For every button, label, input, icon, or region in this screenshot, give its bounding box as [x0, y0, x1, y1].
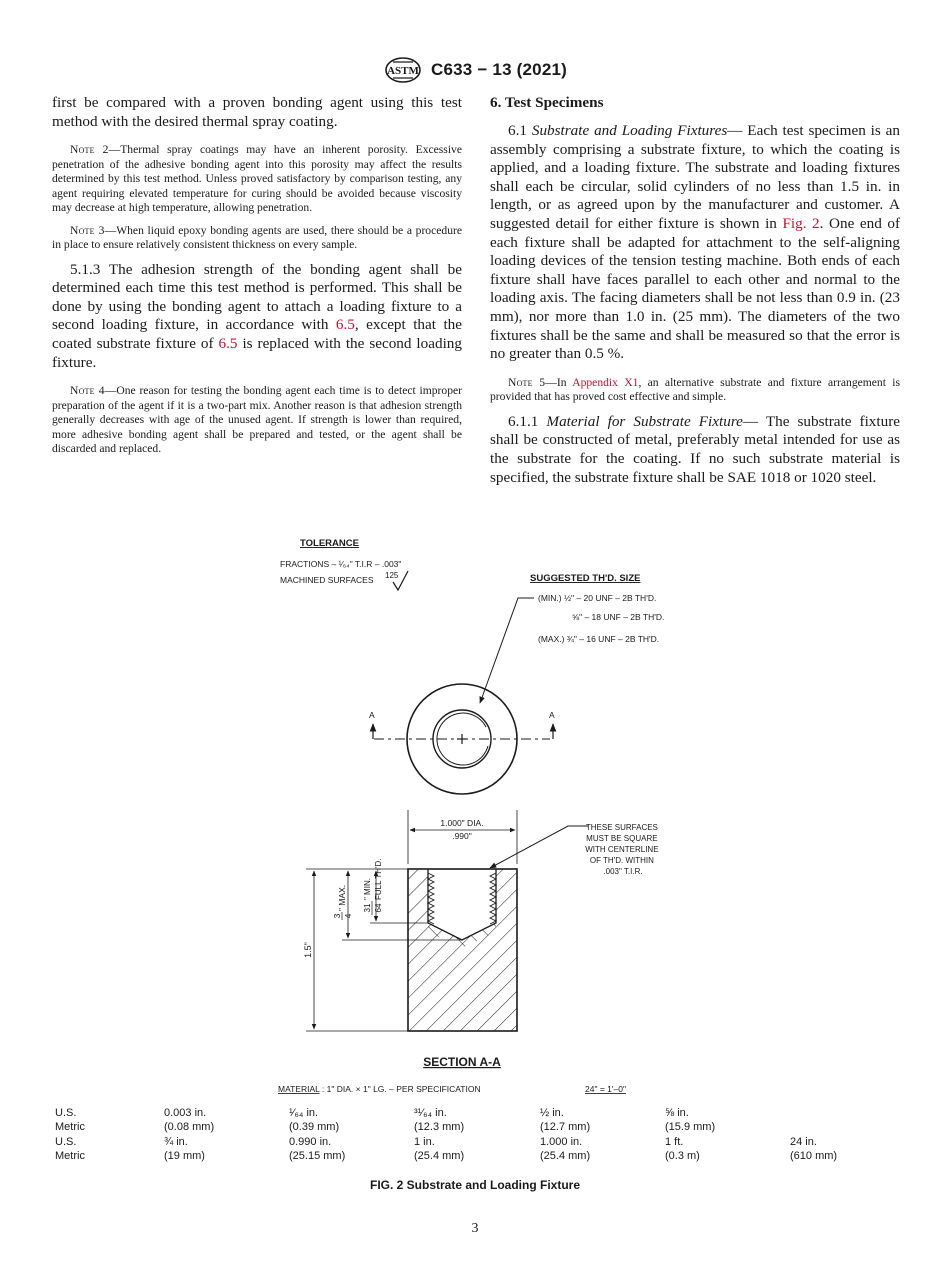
material-line: MATERIAL : 1" DIA. × 1" LG. – PER SPECIFICATION	[278, 1084, 481, 1094]
svg-text:ASTM: ASTM	[387, 65, 419, 77]
figure-caption: FIG. 2 Substrate and Loading Fixture	[369, 1178, 581, 1192]
svg-text:64: 64	[374, 903, 383, 913]
page-header	[0, 56, 950, 84]
section-6-5-link[interactable]: 6.5	[335, 316, 355, 334]
thread-size-title: SUGGESTED TH'D. SIZE	[530, 573, 641, 584]
paragraph-5-1-3: 5.1.3 The adhesion strength of the bonding agent shall be determined each time this test method is performed. This shall be done by using the bonding agent to attach a loading fixture to a second loading fixture, in accordance with 6.5, except that the coated substrate fixture of 6.5 is replaced with the second loading fixture.	[52, 260, 462, 371]
left-column	[52, 94, 462, 457]
tolerance-title: TOLERANCE	[300, 538, 359, 549]
astm-logo-icon	[383, 56, 423, 84]
page-number: 3	[471, 1221, 479, 1236]
tolerance-fractions: FRACTIONS – ¹⁄₆₄" T.I.R – .003"	[280, 559, 402, 569]
figure-2-link[interactable]: Fig. 2	[782, 214, 820, 232]
total-length-label: 1.5"	[303, 942, 313, 958]
table-row: U.S. 0.003 in. ¹⁄₆₄ in. ³¹⁄₆₄ in. ½ in. ⅝ in.	[55, 1107, 689, 1119]
thread-size-mid: ⅝" – 18 UNF – 2B TH'D.	[572, 612, 665, 622]
section-mark-right: A	[549, 710, 555, 720]
svg-text:FULL TH'D.: FULL TH'D.	[374, 858, 383, 900]
svg-text:" MAX.: " MAX.	[337, 884, 347, 911]
section-heading: 6. Test Specimens	[490, 94, 604, 111]
diameter-min-label: .990"	[452, 831, 472, 841]
tolerance-machined: MACHINED SURFACES	[280, 575, 374, 585]
surface-finish-value: 125	[385, 571, 399, 580]
fixture-drawing	[250, 528, 710, 1100]
section-6-5-link[interactable]: 6.5	[218, 335, 238, 353]
section-mark-left: A	[369, 710, 375, 720]
svg-text:31: 31	[363, 903, 372, 913]
table-row: Metric (0.08 mm) (0.39 mm) (12.3 mm) (12.7 mm) (15.9 mm)	[55, 1121, 716, 1134]
table-row: U.S. ¾ in. 0.990 in. 1 in. 1.000 in. 1 ft. 24 in.	[55, 1135, 817, 1148]
diameter-label: 1.000" DIA.	[440, 818, 484, 828]
fixture-top-view	[374, 684, 550, 794]
drawing-scale: 24" = 1'–0"	[585, 1084, 626, 1094]
section-title: SECTION A-A	[423, 1055, 501, 1069]
paragraph-6-1: 6.1 Substrate and Loading Fixtures— Each test specimen is an assembly comprising a substrate fixture, to which the coating is applied, and a loading fixture. The substrate and loading fixtures shall each be circular, solid cylinders of no less than 1.5 in. in length, or as agreed upon by the manufacturer and customer. A suggested detail for either fixture is shown in Fig. 2. One end of each fixture shall be adapted for attachment to the self-aligning loading devices of the tension testing machine. Both ends of each fixture shall have faces parallel to each other and normal to the loading axis. The facing diameters shall be not less than 0.9 in. (23 mm), nor more than 1.0 in. (25 mm). The diameters of the two fixtures shall be the same and shall be measured so that the error is no greater than 0.5 %.	[490, 122, 901, 363]
thread-depth-label	[363, 858, 383, 915]
units-conversion-table	[55, 1107, 880, 1164]
appendix-x1-link[interactable]: Appendix X1	[572, 375, 639, 389]
note-5: Note 5—In Appendix X1, an alternative substrate and fixture arrangement is provided that has proved cost effective and simple.	[490, 375, 901, 404]
note-2: Note 2—Thermal spray coatings may have an inherent porosity. Excessive penetration of the adhesive bonding agent into this porosity may affect the results determined by this test method. Unless proved satisfactory by comparison testing, any agent requiring elevated temperature for curing should be avoided because viscosity may decrease at high temperature, allowing penetration.	[52, 143, 462, 215]
standard-designation: C633 − 13 (2021)	[431, 60, 567, 79]
surface-note-leader	[490, 826, 588, 868]
paragraph-6-1-1: 6.1.1 Material for Substrate Fixture— The substrate fixture shall be constructed of metal, preferably metal intended for use as the substrate for the coating. If no such substrate material is specified, the substrate fixture shall be SAE 1018 or 1020 steel.	[490, 412, 901, 486]
table-row: Metric (19 mm) (25.15 mm) (25.4 mm) (25.4 mm) (0.3 m) (610 mm)	[55, 1149, 838, 1162]
note-3: Note 3—When liquid epoxy bonding agents are used, there should be a procedure in place to ensure relatively consistent thickness on every sample.	[52, 223, 462, 252]
continuation-paragraph: first be compared with a proven bonding agent using this test method with the desired thermal spray coating.	[52, 94, 462, 130]
max-depth-label	[332, 885, 353, 920]
svg-text:3: 3	[332, 913, 342, 919]
svg-text:" MIN.: " MIN.	[363, 878, 372, 900]
section-view	[408, 869, 517, 1031]
surface-note-line: THESE SURFACES MUST BE SQUARE WITH CENTERLINE OF TH'D. WITHIN .003" T.I.R.	[585, 823, 659, 876]
thread-size-max: (MAX.) ¾" – 16 UNF – 2B TH'D.	[538, 634, 660, 644]
right-column	[490, 94, 900, 487]
svg-text:4: 4	[343, 913, 353, 919]
thread-leader-line	[480, 598, 534, 703]
thread-size-min: (MIN.) ½" – 20 UNF – 2B TH'D.	[538, 593, 657, 603]
note-4: Note 4—One reason for testing the bonding agent each time is to detect improper preparation of the agent if it is a two-part mix. Another reason is that adhesion strength generally decreases with age of the unused agent. If strength is lower than required, more adhesive bonding agent shall be prepared and tested, or the agent shall be discarded and replaced.	[52, 384, 463, 456]
